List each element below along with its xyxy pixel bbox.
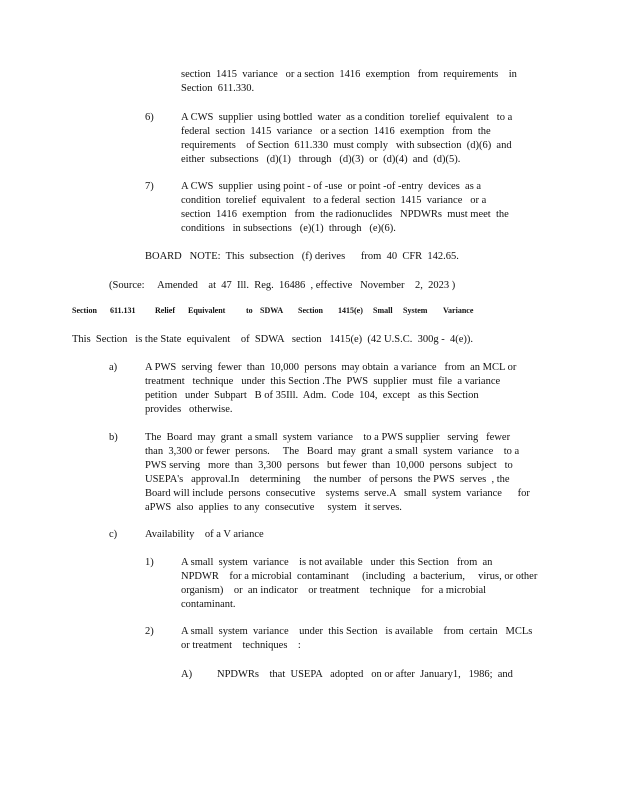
text-line: section 1416 exemption from the radionuclides NPDWRs must meet the [181,209,509,220]
heading-word: Small [373,306,393,315]
heading-word: SDWA [260,306,284,315]
text-line: contaminant. [181,599,236,610]
text-line: than 3,300 or fewer persons. The Board may grant a small system variance to a [145,446,520,457]
board-note: BOARD NOTE: This subsection (f) derives from 40 CFR 142.65. [145,251,459,262]
text-line: requirements of Section 611.330 must comply with subsection (d)(6) and [181,140,512,151]
text-line: A small system variance under this Section is available from certain MCLs [181,626,533,637]
heading-word: 1415(e) [338,306,363,315]
subsection-paragraph [145,431,540,515]
heading-word: Section [298,306,323,315]
subsection-heading [145,528,540,542]
item-paragraph [181,111,531,167]
text-line: NPDWR for a microbial contaminant (including a bacterium, virus, or other [181,571,538,582]
text-line: conditions in subsections (e)(1) through (e)(6). [181,223,396,234]
item-number: 6) [145,112,154,123]
item-paragraph [181,180,531,236]
text-line: USEPA's approval.In determining the number of persons the PWS serves , the [145,474,510,485]
text-line: federal section 1415 variance or a section 1416 exemption from the [181,126,491,137]
text-line: section 1415 variance or a section 1416 exemption from requirements in [181,69,517,80]
heading-word: to [246,306,253,315]
text-line: Availability of a V ariance [145,529,264,540]
text-line: Section 611.330. [181,83,255,94]
heading-word: Section [72,306,97,315]
item-paragraph [181,625,541,653]
heading-word: System [403,306,428,315]
item-number: 2) [145,626,154,637]
text-line: Board will include persons consecutive systems serve.A small system variance for [145,488,530,499]
text-line: The Board may grant a small system variance to a PWS supplier serving fewer [145,432,511,443]
item-paragraph: NPDWRs that USEPA adopted on or after January1, 1986; and [217,669,513,680]
heading-word: Equivalent [188,306,226,315]
text-line: organism) or an indicator or treatment technique for a microbial [181,585,487,596]
subsection-letter: a) [109,362,118,373]
section-heading [72,306,492,315]
text-line: A small system variance is not available under this Section from an [181,557,493,568]
subsection-paragraph [145,361,540,417]
text-line: condition torelief equivalent to a federal section 1415 variance or a [181,195,487,206]
item-paragraph [181,556,541,612]
item-number: 1) [145,557,154,568]
heading-word: 611.131 [110,306,136,315]
item-number: 7) [145,181,154,192]
text-line: or treatment techniques : [181,640,301,651]
heading-word: Relief [155,306,175,315]
text-line: A CWS supplier using point - of -use or point -of -entry devices as a [181,181,482,192]
text-line: treatment technique under this Section .The PWS supplier must file a variance [145,376,501,387]
section-intro: This Section is the State equivalent of SDWA section 1415(e) (42 U.S.C. 300g - 4(e)). [72,334,473,345]
text-line: provides otherwise. [145,404,233,415]
text-line: either subsections (d)(1) through (d)(3) or (d)(4) and (d)(5). [181,154,461,165]
continuation-paragraph [181,68,531,96]
text-line: PWS serving more than 3,300 persons but fewer than 10,000 persons subject to [145,460,513,471]
text-line: aPWS also applies to any consecutive system it serves. [145,502,402,513]
item-letter: A) [181,669,193,680]
text-line: petition under Subpart B of 35Ill. Adm. Code 104, except as this Section [145,390,479,401]
source-note: (Source: Amended at 47 Ill. Reg. 16486 , effective November 2, 2023 ) [109,280,456,291]
heading-word: Variance [443,306,474,315]
subsection-letter: c) [109,529,118,540]
text-line: A CWS supplier using bottled water as a condition torelief equivalent to a [181,112,513,123]
subsection-letter: b) [109,432,118,443]
text-line: A PWS serving fewer than 10,000 persons may obtain a variance from an MCL or [145,362,517,373]
